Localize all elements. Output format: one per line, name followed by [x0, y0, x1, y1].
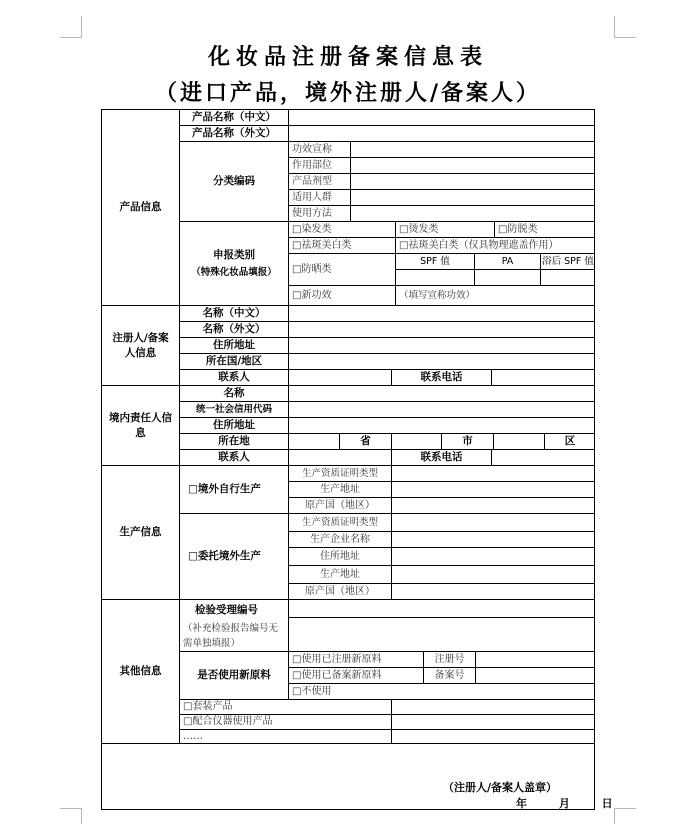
label-registrant-contact: 联系人	[179, 369, 288, 385]
label-declared-category	[179, 221, 288, 305]
section-label-registrant: 注册人/备案人信息	[101, 305, 179, 385]
declared-category-note: （特殊化妆品填报）	[191, 266, 277, 278]
new-efficacy-hint[interactable]: （填写宣称功效）	[395, 285, 595, 305]
label-category-code: 分类编码	[179, 141, 288, 221]
input-district[interactable]	[493, 433, 544, 449]
label-spf-after-bath: 浴后 SPF 值	[540, 253, 595, 269]
crop-mark-top-left	[60, 16, 82, 38]
label-registration-no: 注册号	[423, 651, 475, 667]
label-city: 市	[441, 433, 493, 449]
label-registrant-name-cn: 名称（中文）	[179, 305, 288, 321]
label-product-name-foreign: 产品名称（外文）	[179, 125, 288, 141]
input-product-name-cn[interactable]	[288, 109, 595, 125]
label-domestic-address: 住所地址	[179, 417, 288, 433]
input-target-group[interactable]	[350, 189, 595, 205]
label-self-production-address: 生产地址	[288, 481, 391, 497]
input-city[interactable]	[391, 433, 441, 449]
input-registrant-name-cn[interactable]	[288, 305, 595, 321]
input-other-extra[interactable]	[391, 729, 595, 743]
input-registrant-phone[interactable]	[491, 369, 595, 385]
label-domestic-contact: 联系人	[179, 449, 288, 465]
label-registrant-address: 住所地址	[179, 337, 288, 353]
input-ent-production-address[interactable]	[391, 565, 595, 583]
checkbox-sunscreen[interactable]: □防晒类	[288, 253, 395, 285]
checkbox-registered-material[interactable]: □使用已注册新原料	[288, 651, 423, 667]
page-title: 化妆品注册备案信息表	[207, 44, 488, 70]
input-device-product[interactable]	[391, 714, 595, 729]
input-domestic-address[interactable]	[288, 417, 595, 433]
section-label-domestic: 境内责任人信息	[101, 385, 179, 465]
label-self-license-type: 生产资质证明类型	[288, 465, 391, 481]
input-registrant-name-foreign[interactable]	[288, 321, 595, 337]
checkbox-filed-material[interactable]: □使用已备案新原料	[288, 667, 423, 683]
label-registrant-name-foreign: 名称（外文）	[179, 321, 288, 337]
checkbox-hair-dye[interactable]: □染发类	[288, 221, 395, 237]
label-inspection-no	[179, 599, 288, 651]
input-ent-residence[interactable]	[391, 547, 595, 565]
checkbox-new-efficacy[interactable]: □新功效	[288, 285, 395, 305]
checkbox-whitening[interactable]: □祛斑美白类	[288, 237, 395, 253]
label-ent-production-address: 生产地址	[288, 565, 391, 583]
label-province: 省	[339, 433, 391, 449]
other-ellipsis: ……	[179, 729, 391, 743]
label-domestic-location: 所在地	[179, 433, 288, 449]
input-ent-license-type[interactable]	[391, 513, 595, 531]
checkbox-kit-product[interactable]: □套装产品	[179, 699, 391, 714]
input-ent-origin[interactable]	[391, 583, 595, 599]
crop-mark-bottom-left	[60, 808, 82, 824]
checkbox-anti-hair-loss[interactable]: □防脱类	[494, 221, 595, 237]
input-self-production-address[interactable]	[391, 481, 595, 497]
input-credit-code[interactable]	[288, 401, 595, 417]
input-application-site[interactable]	[350, 157, 595, 173]
label-district: 区	[544, 433, 595, 449]
page-subtitle: （进口产品，境外注册人/备案人）	[154, 80, 542, 106]
section-label-production: 生产信息	[101, 465, 179, 599]
input-dosage-form[interactable]	[350, 173, 595, 189]
checkbox-whitening-physical[interactable]: □祛斑美白类（仅具物理遮盖作用）	[395, 237, 595, 253]
input-registrant-contact[interactable]	[288, 369, 391, 385]
label-domestic-phone: 联系电话	[391, 449, 491, 465]
label-usage: 使用方法	[288, 205, 350, 221]
label-product-name-cn: 产品名称（中文）	[179, 109, 288, 125]
input-efficacy-claim[interactable]	[350, 141, 595, 157]
input-ent-company[interactable]	[391, 531, 595, 547]
declared-category-title: 申报类别	[213, 248, 255, 261]
section-label-other: 其他信息	[101, 599, 179, 743]
input-pa[interactable]	[474, 269, 540, 285]
label-efficacy-claim: 功效宣称	[288, 141, 350, 157]
input-spf[interactable]	[395, 269, 474, 285]
checkbox-self-production[interactable]: □境外自行生产	[179, 465, 288, 513]
input-domestic-name[interactable]	[288, 385, 595, 401]
label-new-material: 是否使用新原料	[179, 651, 288, 699]
signature-seal-label: （注册人/备案人盖章）	[443, 781, 558, 794]
checkbox-perm[interactable]: □烫发类	[395, 221, 494, 237]
input-registrant-country[interactable]	[288, 353, 595, 369]
inspection-no-title: 检验受理编号	[195, 604, 258, 616]
label-domestic-name: 名称	[179, 385, 288, 401]
label-spf: SPF 值	[395, 253, 474, 269]
label-registrant-phone: 联系电话	[391, 369, 491, 385]
input-filing-no[interactable]	[475, 667, 595, 683]
label-pa: PA	[474, 253, 540, 269]
input-self-origin[interactable]	[391, 497, 595, 513]
input-usage[interactable]	[350, 205, 595, 221]
label-credit-code: 统一社会信用代码	[179, 401, 288, 417]
input-supplementary-report[interactable]	[288, 617, 595, 651]
label-self-origin: 原产国（地区）	[288, 497, 391, 513]
input-domestic-contact[interactable]	[288, 449, 391, 465]
label-ent-origin: 原产国（地区）	[288, 583, 391, 599]
label-ent-license-type: 生产资质证明类型	[288, 513, 391, 531]
signature-date-label: 年 月 日	[516, 797, 627, 810]
label-ent-residence: 住所地址	[288, 547, 391, 565]
input-kit-product[interactable]	[391, 699, 595, 714]
checkbox-entrusted-production[interactable]: □委托境外生产	[179, 513, 288, 599]
crop-mark-top-right	[614, 16, 636, 38]
label-ent-company: 生产企业名称	[288, 531, 391, 547]
label-registrant-country: 所在国/地区	[179, 353, 288, 369]
label-target-group: 适用人群	[288, 189, 350, 205]
section-label-product: 产品信息	[101, 109, 179, 305]
input-self-license-type[interactable]	[391, 465, 595, 481]
label-dosage-form: 产品剂型	[288, 173, 350, 189]
table-border-right	[594, 109, 595, 810]
input-inspection-no[interactable]	[288, 599, 595, 617]
input-registrant-address[interactable]	[288, 337, 595, 353]
inspection-no-note: （补充检验报告编号无需单独填报）	[183, 623, 279, 650]
label-application-site: 作用部位	[288, 157, 350, 173]
input-domestic-phone[interactable]	[491, 449, 595, 465]
input-spf-after-bath[interactable]	[540, 269, 595, 285]
input-product-name-foreign[interactable]	[288, 125, 595, 141]
checkbox-not-used[interactable]: □不使用	[288, 683, 595, 699]
registration-form	[101, 109, 595, 810]
input-registration-no[interactable]	[475, 651, 595, 667]
checkbox-device-product[interactable]: □配合仪器使用产品	[179, 714, 391, 729]
label-filing-no: 备案号	[423, 667, 475, 683]
input-province[interactable]	[288, 433, 339, 449]
